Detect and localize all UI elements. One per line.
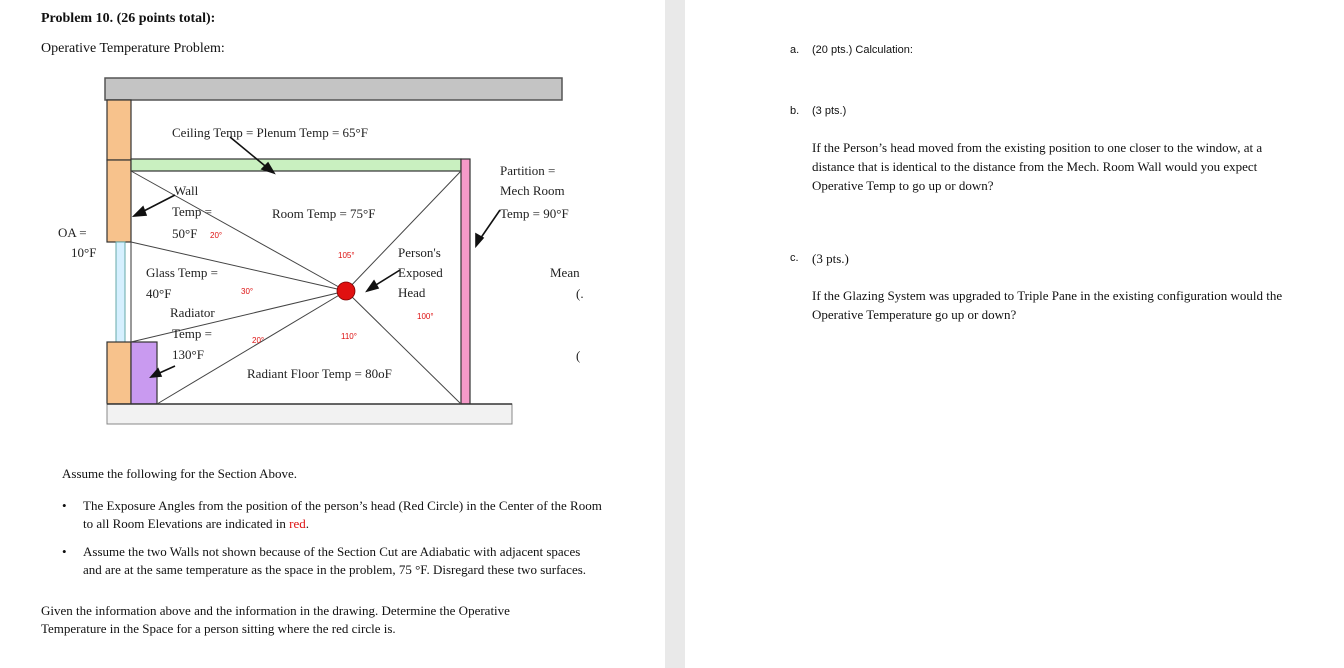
section-diagram (50, 70, 590, 435)
page-gutter (665, 0, 685, 668)
bullet-dot: • (62, 498, 67, 513)
list-item (62, 543, 602, 579)
ceiling-label: Ceiling Temp = Plenum Temp = 65°F (172, 125, 368, 140)
item-c-question: If the Glazing System was upgraded to Triple Pane in the existing configuration would the Operative Temperature go up or down? (812, 288, 1283, 322)
problem-subtitle: Operative Temperature Problem: (41, 41, 225, 56)
angle-ceiling: 105° (338, 251, 355, 260)
pointer-arrows (134, 137, 500, 377)
partition-label-3: Temp = 90°F (500, 206, 569, 221)
angle-wall: 20° (210, 231, 223, 240)
mean-label: Mean (550, 265, 580, 280)
paren-label-1: (. (576, 286, 584, 301)
assume-heading: Assume the following for the Section Above. (62, 466, 298, 481)
glass-label-1: Glass Temp = (146, 265, 218, 280)
item-a-text: (20 pts.) Calculation: (812, 44, 913, 56)
item-a-label: a. (790, 44, 800, 56)
right-page (685, 0, 1344, 668)
radiator-label-3: 130°F (172, 347, 204, 362)
partition-wall (461, 159, 470, 404)
floor-label: Radiant Floor Temp = 80oF (247, 366, 392, 381)
wall-label-3: 50°F (172, 226, 198, 241)
angle-floor: 110° (341, 332, 357, 341)
given-instructions: Given the information above and the information in the drawing. Determine the Operative Temperature in the Space for a person sitting where the red circle is. (41, 603, 510, 636)
person-label-3: Head (398, 285, 426, 300)
exterior-wall-upper (107, 100, 131, 160)
angle-partition: 100° (417, 312, 434, 321)
paren-label-2: ( (576, 348, 581, 363)
roof-slab (105, 78, 562, 100)
person-head-marker (337, 282, 355, 300)
red-word: red (289, 516, 306, 531)
exterior-wall-mid (107, 160, 131, 242)
left-page (0, 0, 665, 668)
ceiling-panel (131, 159, 461, 171)
oa-label-1: OA = (58, 225, 87, 240)
partition-label-2: Mech Room (500, 183, 565, 198)
floor-slab (107, 404, 512, 424)
exterior-wall-lower (107, 342, 131, 404)
bullet-dot: • (62, 544, 67, 559)
assumption-list (62, 497, 602, 589)
item-c-text: (3 pts.) (812, 251, 849, 266)
bullet-text-2: Assume the two Walls not shown because of the Section Cut are Adiabatic with adjacent spaces and are at the same temperature as the space in the problem, 75 °F. Disregard these two surfaces. (83, 544, 587, 577)
wall-label-2: Temp = (172, 204, 212, 219)
item-c-label: c. (790, 252, 799, 264)
partition-label-1: Partition = (500, 163, 556, 178)
glass-panel (116, 242, 125, 342)
glass-label-2: 40°F (146, 286, 172, 301)
angle-glass: 30° (241, 287, 254, 296)
oa-label-2: 10°F (71, 245, 97, 260)
item-b-text: (3 pts.) (812, 105, 847, 117)
item-b-label: b. (790, 105, 800, 117)
problem-title: Problem 10. (26 points total): (41, 11, 216, 26)
person-label-1: Person's (398, 245, 441, 260)
person-label-2: Exposed (398, 265, 443, 280)
wall-label-1: Wall (174, 183, 199, 198)
room-temp-label: Room Temp = 75°F (272, 206, 376, 221)
radiator-label-1: Radiator (170, 305, 215, 320)
angle-radiator: 20° (252, 336, 265, 345)
bullet-text-1: The Exposure Angles from the position of the person’s head (Red Circle) in the Center of the Room to all Room Elevations are indicated in red. (83, 498, 602, 531)
radiator (131, 342, 157, 404)
item-b-question: If the Person’s head moved from the existing position to one closer to the window, at a distance that is identical to the distance from the Mech. Room Wall would you expect Operative Temp to go up or down? (812, 140, 1263, 193)
radiator-label-2: Temp = (172, 326, 212, 341)
list-item (62, 497, 602, 533)
